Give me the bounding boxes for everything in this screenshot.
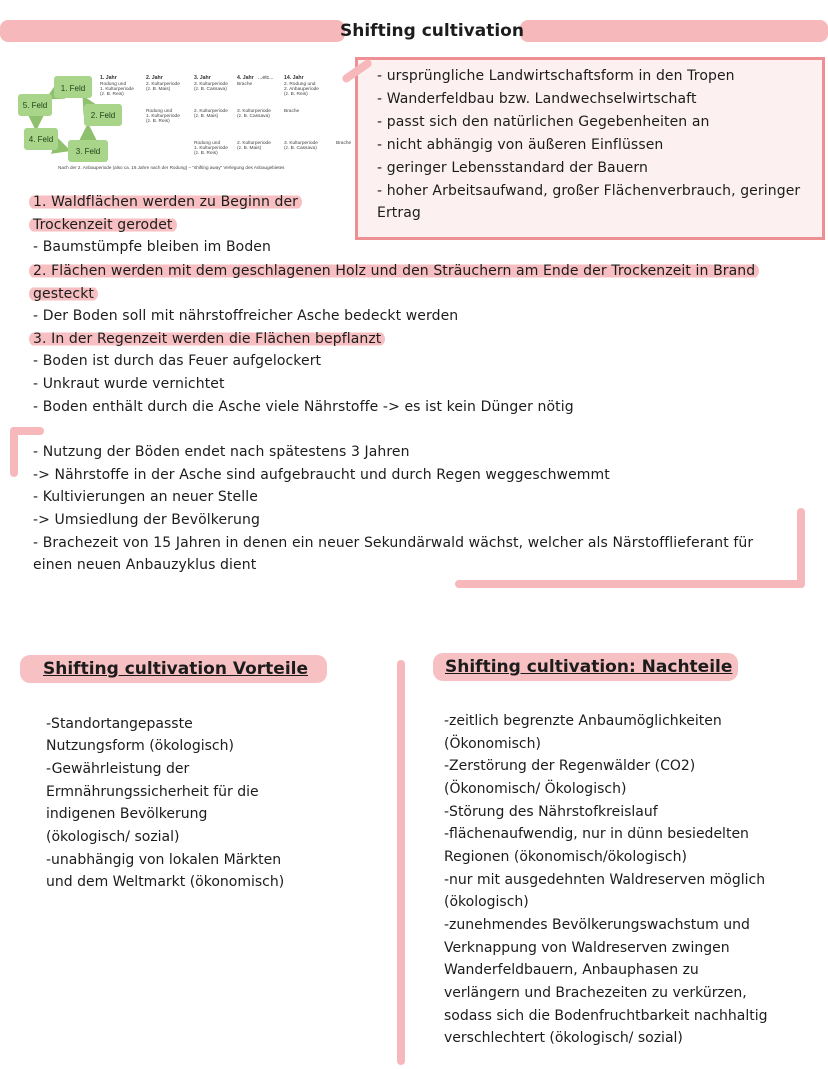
page-title: Shifting cultivation [340, 21, 524, 41]
col-header: 14. Jahr [284, 75, 304, 81]
nachteile-line: sodass sich die Bodenfruchtbarkeit nachhaltig [444, 1008, 768, 1024]
diagram-text: (z. B. Reis) [284, 92, 308, 97]
cycle-line: einen neuen Anbauzyklus dient [33, 557, 257, 573]
box-line: - passt sich den natürlichen Gegebenheiten an [377, 114, 710, 130]
column-divider [397, 660, 405, 1065]
cycle-arrow [84, 98, 88, 105]
diagram-text: 2. Anbauperiode [284, 87, 319, 92]
vorteile-line: -Gewährleistung der [46, 761, 190, 777]
nachteile-line: -Zerstörung der Regenwälder (CO2) [444, 758, 696, 774]
field-2-label: 2. Feld [90, 111, 116, 120]
col-header: 4. Jahr [237, 75, 254, 81]
nachteile-line: Regionen (ökonomisch/ökologisch) [444, 849, 687, 865]
vorteile-line: Ermnährungssicherheit für die [46, 784, 259, 800]
bracket-right [797, 508, 805, 588]
vorteile-line: indigenen Bevölkerung [46, 806, 208, 822]
cycle-line: - Nutzung der Böden endet nach spätestens 3 Jahren [33, 444, 410, 460]
diagram-text: 2. Kulturperiode [146, 82, 180, 87]
vorteile-line: (ökologisch/ sozial) [46, 829, 180, 845]
box-line: - Wanderfeldbau bzw. Landwechselwirtschaft [377, 91, 697, 107]
nachteile-line: Wanderfeldbauern, Anbauphasen zu [444, 962, 699, 978]
vorteile-heading: Shifting cultivation Vorteile [43, 659, 309, 679]
vorteile-line: -Standortangepasste [46, 716, 193, 732]
col-header: 1. Jahr [100, 75, 117, 81]
step-1-heading [29, 192, 302, 212]
cultivation-diagram [18, 70, 353, 178]
diagram-text: Rodung und [146, 109, 173, 114]
diagram-caption: Nach der 2. Anbauperiode (also ca. 16 Jahre nach der Rodung) – "shifting away" Verlegung des Anbaugebietes [58, 165, 285, 170]
vorteile-line: und dem Weltmarkt (ökonomisch) [46, 874, 285, 890]
field-3-label: 3. Feld [75, 147, 101, 156]
title-bar-right [520, 20, 828, 42]
nachteile-line: (Ökonomisch) [444, 736, 541, 752]
diagram-text: 2. Kulturperiode [194, 109, 228, 114]
nachteile-line: -Störung des Nährstofkreislauf [444, 804, 658, 820]
bracket-bottom [455, 580, 805, 588]
diagram-text: (z. B. Mais) [146, 87, 171, 92]
cycle-line: -> Umsiedlung der Bevölkerung [33, 512, 260, 528]
step-3-heading [29, 329, 385, 349]
diagram-text: Rodung und [194, 141, 221, 146]
step-2-text-cont: gesteckt [29, 286, 98, 302]
nachteile-line: Verknappung von Waldreserven zwingen [444, 940, 730, 956]
diagram-text: (z. B. Mais) [237, 146, 262, 151]
nachteile-line: -zeitlich begrenzte Anbaumöglichkeiten [444, 713, 722, 729]
cycle-line: -> Nährstoffe in der Asche sind aufgebraucht und durch Regen weggeschwemmt [33, 467, 610, 483]
diagram-text: 2. Rodung und [284, 82, 316, 87]
nachteile-line: (Ökonomisch/ Ökologisch) [444, 781, 627, 797]
title-bar-left [0, 20, 345, 42]
nachteile-line: verlängern und Brachezeiten zu verkürzen, [444, 985, 747, 1001]
diagram-text: Brache [336, 141, 352, 146]
box-line: - hoher Arbeitsaufwand, großer Flächenverbrauch, geringer [377, 183, 801, 199]
col-header: 2. Jahr [146, 75, 163, 81]
diagram-text: 2. Kulturperiode [237, 141, 271, 146]
field-1-label: 1. Feld [60, 84, 86, 93]
field-4-label: 4. Feld [28, 135, 54, 144]
step-2-heading [29, 261, 759, 281]
col-header: 3. Jahr [194, 75, 211, 81]
diagram-text: 1. Kulturperiode [100, 87, 134, 92]
nachteile-line: -zunehmendes Bevölkerungswachstum und [444, 917, 750, 933]
step-2-detail: - Der Boden soll mit nährstoffreicher Asche bedeckt werden [33, 308, 459, 324]
step-3-detail: - Boden enthält durch die Asche viele Nährstoffe -> es ist kein Dünger nötig [33, 399, 574, 415]
diagram-text: (z. B. Mais) [194, 114, 219, 119]
diagram-text: (z. B. Reis) [194, 151, 218, 156]
step-1-detail: - Baumstümpfe bleiben im Boden [33, 239, 271, 255]
diagram-text: 3. Kulturperiode [194, 82, 228, 87]
nachteile-line: (ökologisch) [444, 894, 529, 910]
diagram-text: (z. B. Reis) [100, 92, 124, 97]
field-5-label: 5. Feld [22, 101, 48, 110]
step-1-text-cont: Trockenzeit gerodet [29, 217, 177, 233]
box-line: - geringer Lebensstandard der Bauern [377, 160, 648, 176]
step-3-text: 3. In der Regenzeit werden die Flächen bepflanzt [29, 331, 385, 347]
col-header: ...etc... [258, 75, 274, 81]
vorteile-line: Nutzungsform (ökologisch) [46, 738, 234, 754]
diagram-text: (z. B. Cassava) [237, 114, 270, 119]
box-line: - nicht abhängig von äußeren Einflüssen [377, 137, 664, 153]
nachteile-line: verschlechtert (ökologisch/ sozial) [444, 1030, 683, 1046]
diagram-text: (z. B. Reis) [146, 119, 170, 124]
diagram-text: (z. B. Cassava) [194, 87, 227, 92]
step-2-heading-cont [29, 284, 98, 304]
diagram-text: Brache [237, 82, 253, 87]
bracket-left [10, 427, 18, 477]
step-1-heading-cont [29, 215, 177, 235]
cycle-line: - Brachezeit von 15 Jahren in denen ein neuer Sekundärwald wächst, welcher als Närstofflieferant für [33, 535, 754, 551]
diagram-text: (z. B. Cassava) [284, 146, 317, 151]
diagram-text: 1. Kulturperiode [194, 146, 228, 151]
diagram-text: Rodung und [100, 82, 127, 87]
diagram-text: Brache [284, 109, 300, 114]
step-2-text: 2. Flächen werden mit dem geschlagenen Holz und den Sträuchern am Ende der Trockenzeit in Brand [29, 263, 759, 279]
step-3-detail: - Unkraut wurde vernichtet [33, 376, 225, 392]
step-1-text: 1. Waldflächen werden zu Beginn der [29, 194, 302, 210]
diagram-text: 1. Kulturperiode [146, 114, 180, 119]
vorteile-line: -unabhängig von lokalen Märkten [46, 852, 282, 868]
diagram-text: 3. Kulturperiode [284, 141, 318, 146]
step-3-detail: - Boden ist durch das Feuer aufgelockert [33, 353, 322, 369]
nachteile-line: -flächenaufwendig, nur in dünn besiedelten [444, 826, 749, 842]
diagram-text: 3. Kulturperiode [237, 109, 271, 114]
cycle-line: - Kultivierungen an neuer Stelle [33, 489, 258, 505]
nachteile-line: -nur mit ausgedehnten Waldreserven möglich [444, 872, 766, 888]
box-line: Ertrag [377, 205, 421, 221]
box-line: - ursprüngliche Landwirtschaftsform in den Tropen [377, 68, 735, 84]
nachteile-heading: Shifting cultivation: Nachteile [445, 657, 733, 677]
